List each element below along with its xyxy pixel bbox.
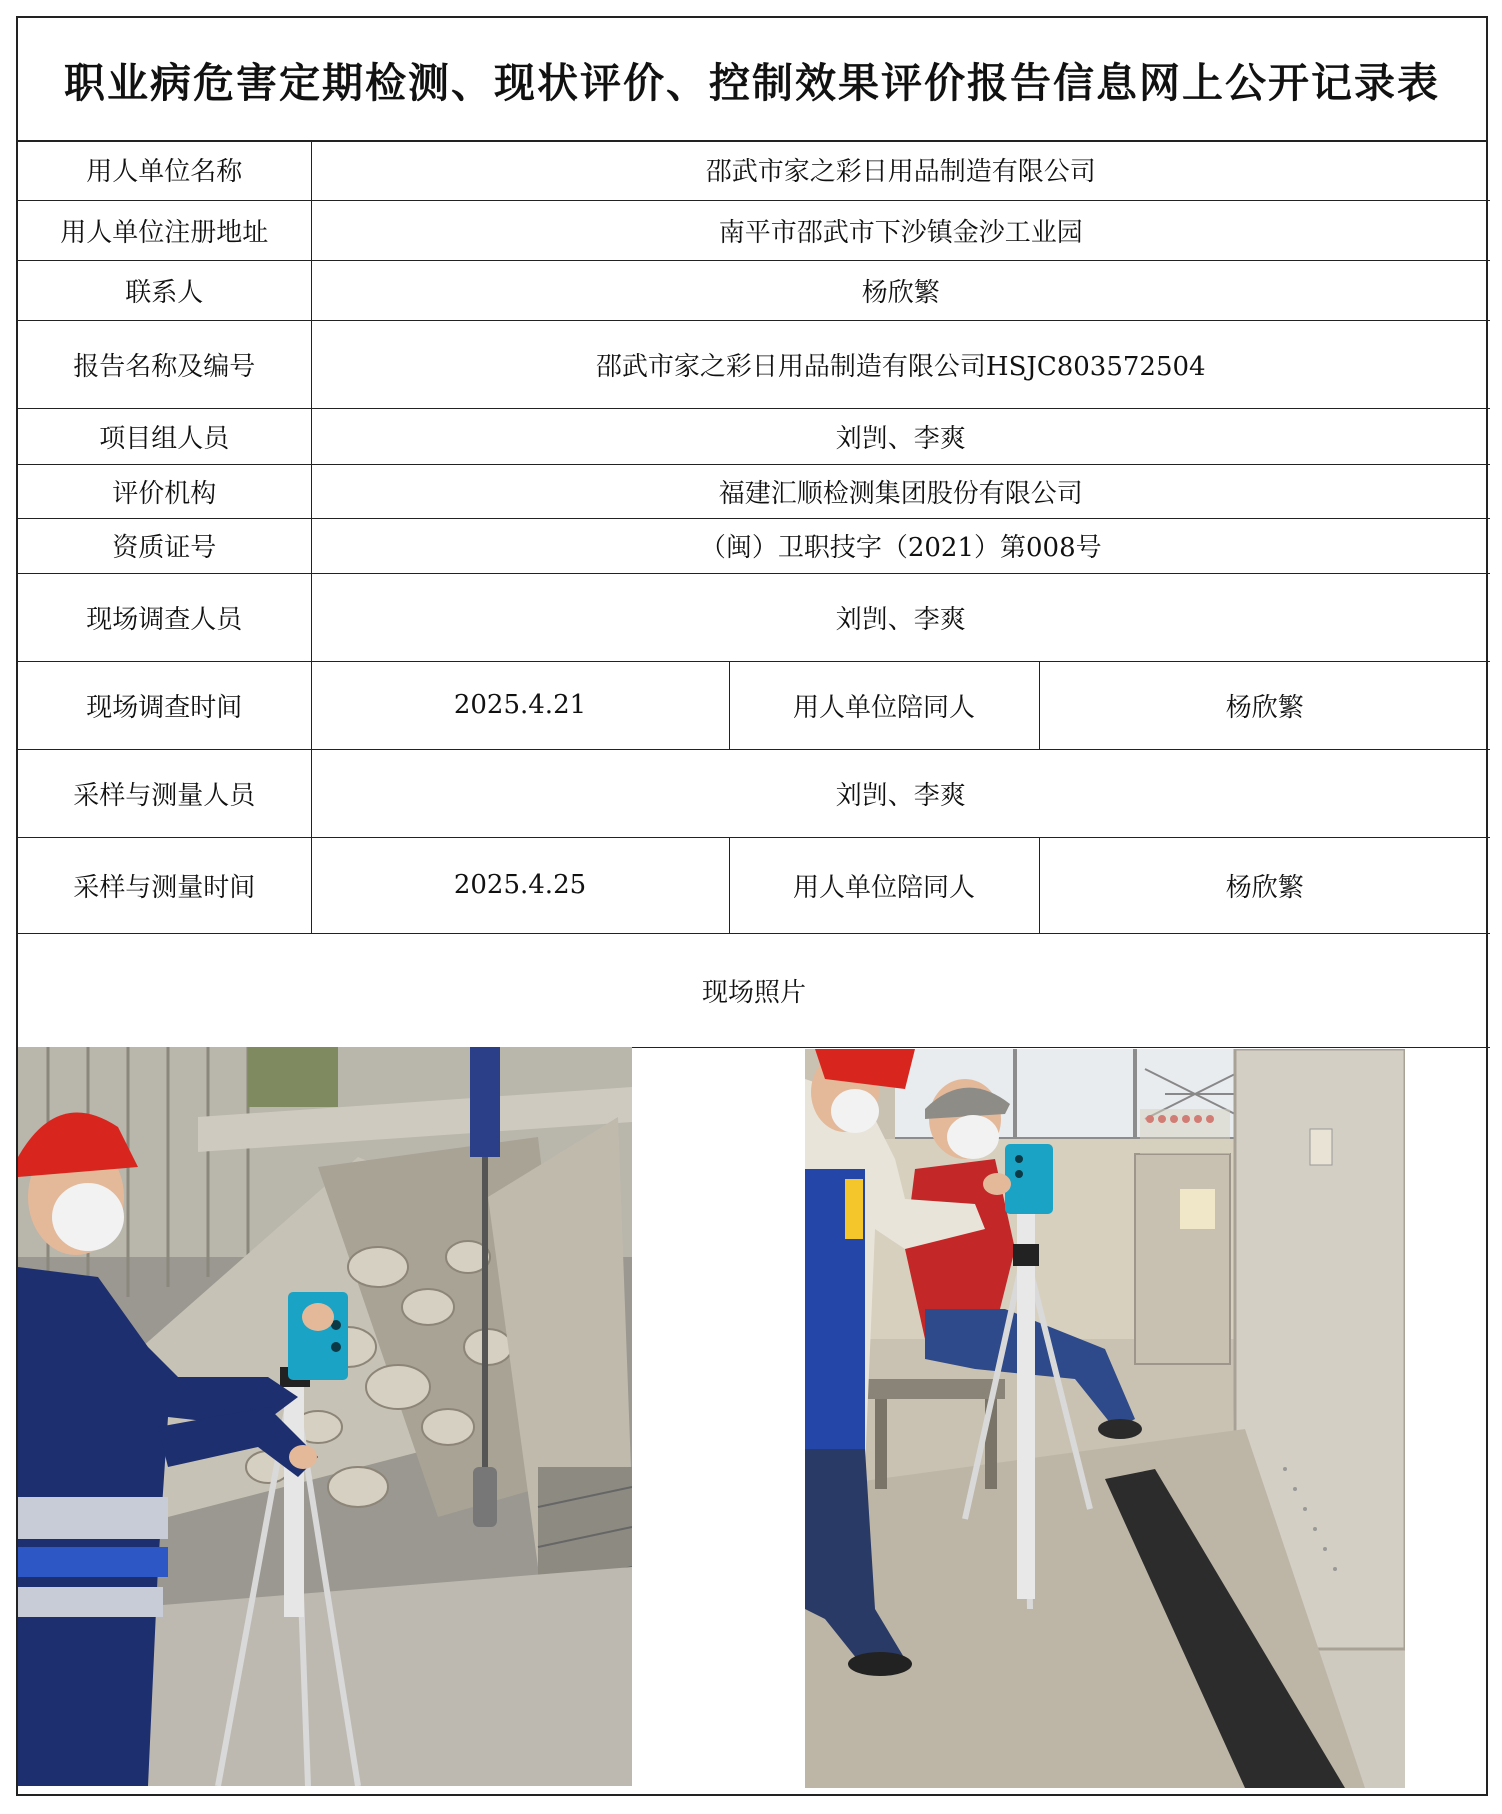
row-survey-time — [18, 661, 1490, 749]
info-table — [18, 140, 1490, 1048]
label-unit-name: 用人单位名称 — [18, 140, 311, 200]
label-team: 项目组人员 — [18, 408, 311, 464]
value-sampling-time: 2025.4.25 — [311, 837, 729, 933]
row-report — [18, 320, 1490, 408]
value-report: 邵武市家之彩日用品制造有限公司HSJC803572504 — [311, 320, 1490, 408]
value-survey-staff: 刘剀、李爽 — [311, 573, 1490, 661]
value-cert: （闽）卫职技字（2021）第008号 — [311, 518, 1490, 573]
label-sampling-companion: 用人单位陪同人 — [729, 837, 1039, 933]
value-unit-name: 邵武市家之彩日用品制造有限公司 — [311, 140, 1490, 200]
value-agency: 福建汇顺检测集团股份有限公司 — [311, 464, 1490, 518]
label-survey-staff: 现场调查人员 — [18, 573, 311, 661]
row-unit-name — [18, 140, 1490, 200]
label-unit-address: 用人单位注册地址 — [18, 200, 311, 260]
photos-label: 现场照片 — [18, 933, 1490, 1047]
page-title: 职业病危害定期检测、现状评价、控制效果评价报告信息网上公开记录表 — [64, 58, 1440, 107]
site-photo-1 — [18, 1047, 632, 1786]
value-team: 刘剀、李爽 — [311, 408, 1490, 464]
row-sampling-staff — [18, 749, 1490, 837]
label-survey-companion: 用人单位陪同人 — [729, 661, 1039, 749]
site-photo-2 — [805, 1049, 1405, 1788]
title-row — [18, 18, 1486, 142]
label-sampling-time: 采样与测量时间 — [18, 837, 311, 933]
value-unit-address: 南平市邵武市下沙镇金沙工业园 — [311, 200, 1490, 260]
photos-area — [18, 1047, 1486, 1796]
label-survey-time: 现场调查时间 — [18, 661, 311, 749]
row-photos-label — [18, 933, 1490, 1047]
row-cert — [18, 518, 1490, 573]
value-survey-time: 2025.4.21 — [311, 661, 729, 749]
site-photo-2-image — [805, 1049, 1405, 1788]
label-cert: 资质证号 — [18, 518, 311, 573]
value-sampling-companion: 杨欣繁 — [1039, 837, 1490, 933]
row-contact — [18, 260, 1490, 320]
row-sampling-time — [18, 837, 1490, 933]
value-contact: 杨欣繁 — [311, 260, 1490, 320]
row-agency — [18, 464, 1490, 518]
record-sheet — [16, 16, 1488, 1796]
row-survey-staff — [18, 573, 1490, 661]
row-team — [18, 408, 1490, 464]
label-agency: 评价机构 — [18, 464, 311, 518]
site-photo-1-image — [18, 1047, 632, 1786]
row-unit-address — [18, 200, 1490, 260]
label-sampling-staff: 采样与测量人员 — [18, 749, 311, 837]
label-report: 报告名称及编号 — [18, 320, 311, 408]
value-survey-companion: 杨欣繁 — [1039, 661, 1490, 749]
label-contact: 联系人 — [18, 260, 311, 320]
value-sampling-staff: 刘剀、李爽 — [311, 749, 1490, 837]
